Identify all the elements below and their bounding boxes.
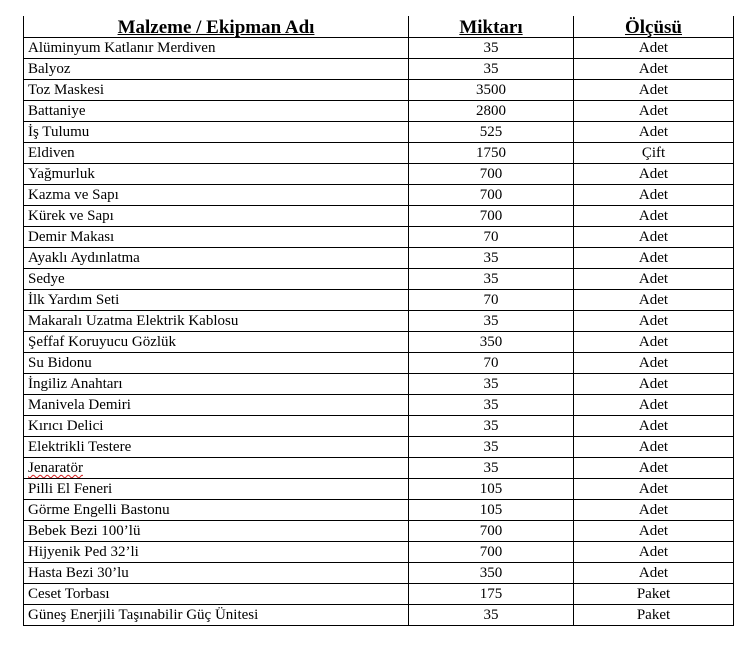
table-row [24,206,734,227]
cell-quantity: 35 [409,395,574,416]
table-row [24,311,734,332]
cell-unit: Paket [574,605,734,626]
cell-unit: Adet [574,80,734,101]
cell-item-name: İngiliz Anahtarı [24,374,409,395]
cell-unit: Adet [574,59,734,80]
table-row [24,143,734,164]
cell-unit: Adet [574,38,734,59]
table-row [24,38,734,59]
cell-quantity: 70 [409,290,574,311]
cell-quantity: 35 [409,605,574,626]
cell-unit: Adet [574,122,734,143]
cell-item-name: Kırıcı Delici [24,416,409,437]
cell-item-name: Sedye [24,269,409,290]
cell-item-name: Su Bidonu [24,353,409,374]
cell-unit: Adet [574,479,734,500]
cell-quantity: 35 [409,311,574,332]
document-page [23,16,734,626]
cell-unit: Adet [574,311,734,332]
header-row [24,16,734,38]
cell-quantity: 35 [409,59,574,80]
cell-quantity: 350 [409,332,574,353]
table-header [24,16,734,38]
cell-item-name: Güneş Enerjili Taşınabilir Güç Ünitesi [24,605,409,626]
table-row [24,185,734,206]
cell-unit: Adet [574,332,734,353]
table-row [24,332,734,353]
cell-unit: Adet [574,458,734,479]
header-unit: Ölçüsü [574,16,734,38]
table-row [24,248,734,269]
cell-unit: Adet [574,374,734,395]
table-row [24,563,734,584]
table-row [24,437,734,458]
header-name: Malzeme / Ekipman Adı [24,16,409,38]
cell-unit: Paket [574,584,734,605]
header-quantity: Miktarı [409,16,574,38]
table-row [24,80,734,101]
cell-unit: Adet [574,521,734,542]
cell-quantity: 70 [409,227,574,248]
table-row [24,353,734,374]
cell-unit: Adet [574,416,734,437]
cell-quantity: 700 [409,206,574,227]
cell-quantity: 700 [409,185,574,206]
cell-unit: Adet [574,395,734,416]
cell-quantity: 35 [409,458,574,479]
cell-item-name: İş Tulumu [24,122,409,143]
cell-item-name: Balyoz [24,59,409,80]
cell-unit: Adet [574,164,734,185]
table-row [24,458,734,479]
cell-quantity: 35 [409,269,574,290]
table-row [24,584,734,605]
cell-item-name: Hasta Bezi 30’lu [24,563,409,584]
cell-item-name: Şeffaf Koruyucu Gözlük [24,332,409,353]
cell-quantity: 35 [409,248,574,269]
cell-item-name: Kazma ve Sapı [24,185,409,206]
cell-quantity: 700 [409,164,574,185]
cell-item-name: İlk Yardım Seti [24,290,409,311]
cell-item-name [24,458,409,479]
cell-item-name: Elektrikli Testere [24,437,409,458]
cell-quantity: 2800 [409,101,574,122]
cell-item-name: Pilli El Feneri [24,479,409,500]
cell-quantity: 700 [409,542,574,563]
cell-quantity: 700 [409,521,574,542]
cell-unit: Adet [574,248,734,269]
table-row [24,416,734,437]
cell-quantity: 35 [409,437,574,458]
cell-quantity: 1750 [409,143,574,164]
cell-quantity: 35 [409,416,574,437]
cell-quantity: 35 [409,374,574,395]
table-row [24,542,734,563]
table-row [24,605,734,626]
cell-item-name: Kürek ve Sapı [24,206,409,227]
table-row [24,395,734,416]
equipment-table [23,16,734,626]
cell-quantity: 3500 [409,80,574,101]
table-row [24,374,734,395]
cell-item-name: Manivela Demiri [24,395,409,416]
cell-quantity: 175 [409,584,574,605]
cell-unit: Adet [574,353,734,374]
cell-item-name: Demir Makası [24,227,409,248]
cell-quantity: 105 [409,500,574,521]
table-row [24,101,734,122]
cell-item-name: Görme Engelli Bastonu [24,500,409,521]
cell-unit: Adet [574,563,734,584]
cell-quantity: 350 [409,563,574,584]
table-row [24,290,734,311]
cell-unit: Adet [574,101,734,122]
cell-item-name: Toz Maskesi [24,80,409,101]
cell-item-name: Yağmurluk [24,164,409,185]
cell-unit: Adet [574,290,734,311]
table-row [24,500,734,521]
table-row [24,227,734,248]
table-row [24,122,734,143]
cell-item-name: Bebek Bezi 100’lü [24,521,409,542]
table-body [24,38,734,626]
cell-quantity: 525 [409,122,574,143]
table-row [24,59,734,80]
cell-item-name: Alüminyum Katlanır Merdiven [24,38,409,59]
table-row [24,269,734,290]
cell-unit: Adet [574,227,734,248]
table-row [24,521,734,542]
cell-unit: Adet [574,206,734,227]
cell-item-name: Hijyenik Ped 32’li [24,542,409,563]
cell-item-name: Makaralı Uzatma Elektrik Kablosu [24,311,409,332]
cell-quantity: 105 [409,479,574,500]
cell-item-name: Ceset Torbası [24,584,409,605]
cell-item-name: Ayaklı Aydınlatma [24,248,409,269]
cell-unit: Adet [574,437,734,458]
cell-unit: Adet [574,542,734,563]
cell-item-name: Battaniye [24,101,409,122]
cell-unit: Çift [574,143,734,164]
table-row [24,164,734,185]
cell-unit: Adet [574,269,734,290]
cell-unit: Adet [574,185,734,206]
spellcheck-flagged-word: Jenaratör [28,460,83,476]
table-row [24,479,734,500]
cell-unit: Adet [574,500,734,521]
cell-quantity: 35 [409,38,574,59]
cell-quantity: 70 [409,353,574,374]
cell-item-name: Eldiven [24,143,409,164]
